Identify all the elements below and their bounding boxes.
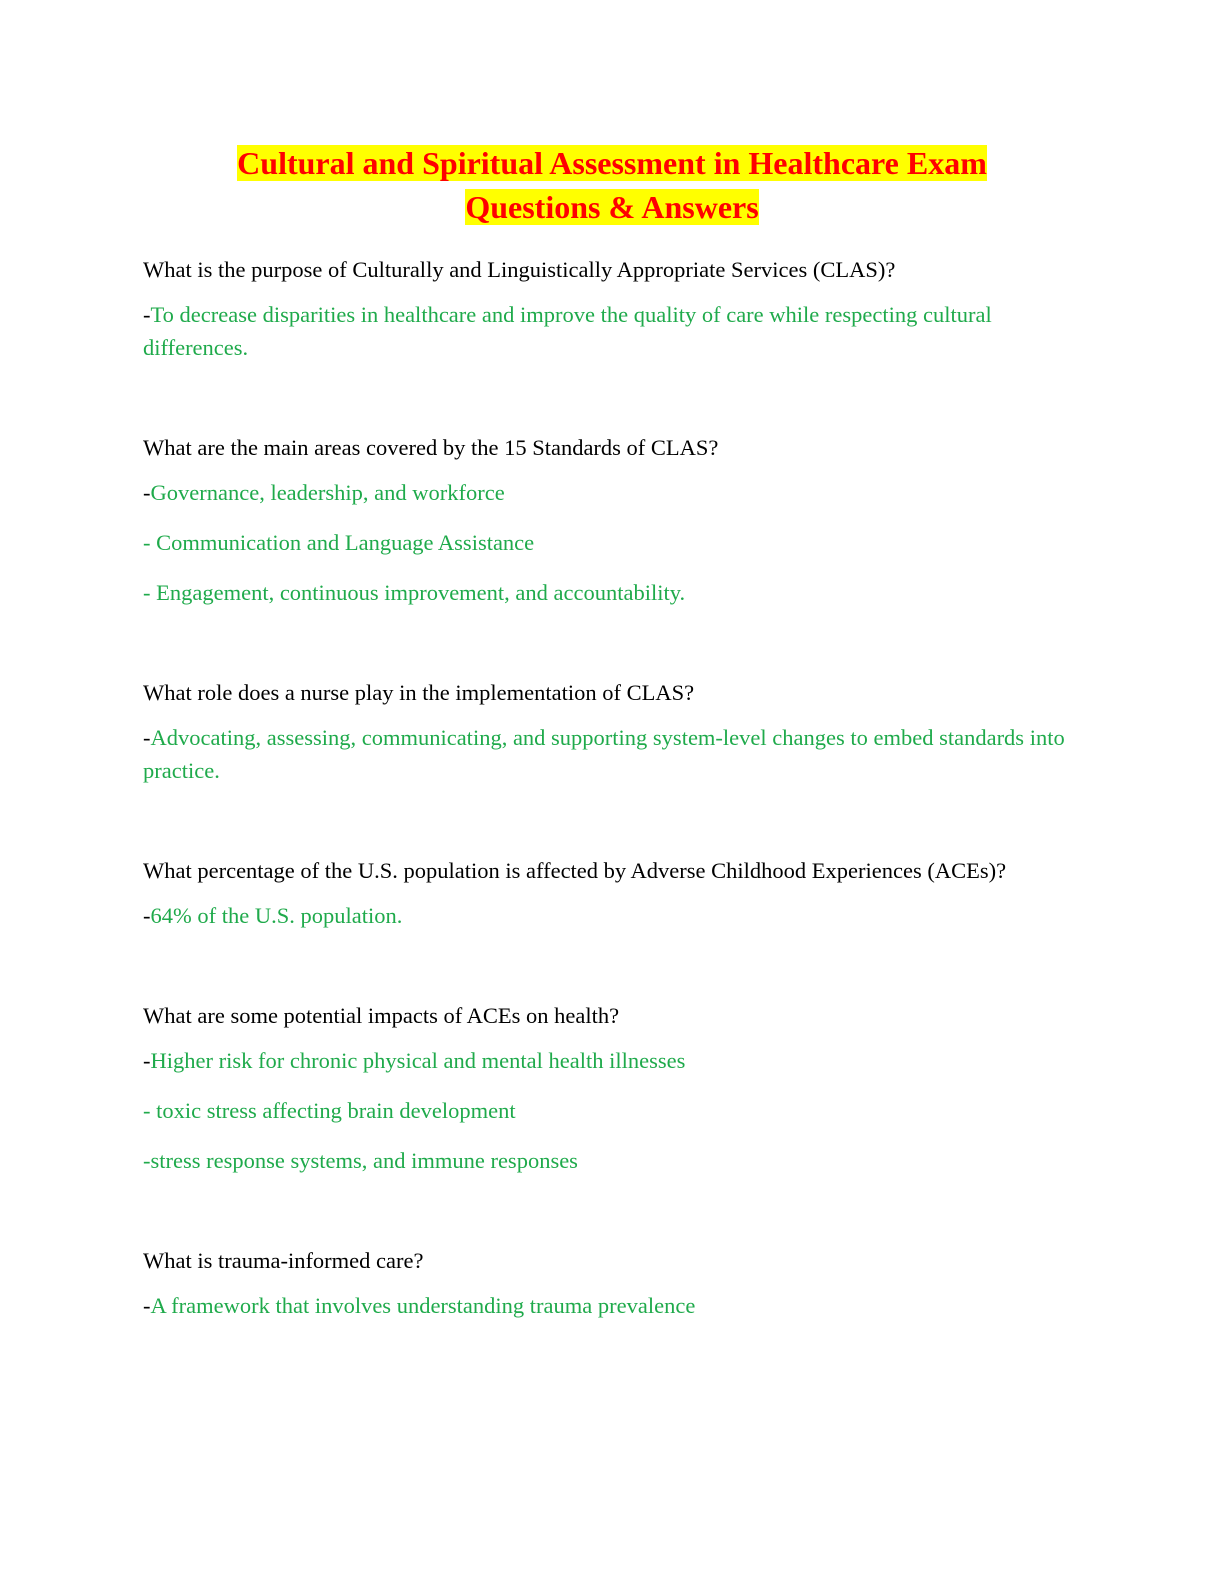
answer-prefix: - xyxy=(143,903,151,928)
answer-line xyxy=(143,1044,1073,1077)
answer-line xyxy=(143,576,1073,609)
answer-prefix: - xyxy=(143,1293,151,1318)
answer-text: Advocating, assessing, communicating, and supporting system-level changes to embed standards into practice. xyxy=(143,725,1065,783)
answer-prefix: - xyxy=(143,480,151,505)
answer-line xyxy=(143,298,1073,364)
answer-line xyxy=(143,1094,1073,1127)
qa-block xyxy=(143,1241,1073,1322)
answer-line xyxy=(143,899,1073,932)
qa-block xyxy=(143,996,1073,1177)
answer-text: To decrease disparities in healthcare and improve the quality of care while respecting cultural differences. xyxy=(143,302,992,360)
answer-line xyxy=(143,721,1073,787)
question-text: What is trauma-informed care? xyxy=(143,1248,424,1273)
answer-text: Governance, leadership, and workforce xyxy=(150,480,505,505)
qa-list xyxy=(143,250,1073,1386)
answer-prefix: - xyxy=(143,1048,151,1073)
title-line-2: Questions & Answers xyxy=(465,189,759,225)
document-title xyxy=(0,141,1224,229)
answer-text: A framework that involves understanding trauma prevalence xyxy=(150,1293,696,1318)
answer-text: 64% of the U.S. population. xyxy=(150,903,403,928)
qa-block xyxy=(143,250,1073,364)
answer-line xyxy=(143,526,1073,559)
answer-line xyxy=(143,476,1073,509)
qa-block xyxy=(143,428,1073,609)
qa-block xyxy=(143,673,1073,787)
answer-line xyxy=(143,1289,1073,1322)
answer-text: - Engagement, continuous improvement, and accountability. xyxy=(143,580,686,605)
question-text: What are the main areas covered by the 15 Standards of CLAS? xyxy=(143,435,719,460)
question-text: What are some potential impacts of ACEs on health? xyxy=(143,1003,620,1028)
qa-block xyxy=(143,851,1073,932)
question-text: What is the purpose of Culturally and Linguistically Appropriate Services (CLAS)? xyxy=(143,257,896,282)
answer-text: - Communication and Language Assistance xyxy=(143,530,535,555)
answer-prefix: - xyxy=(143,725,151,750)
answer-line xyxy=(143,1144,1073,1177)
question-text: What percentage of the U.S. population is affected by Adverse Childhood Experiences (ACEs)? xyxy=(143,858,1007,883)
answer-text: Higher risk for chronic physical and mental health illnesses xyxy=(150,1048,686,1073)
answer-text: - toxic stress affecting brain development xyxy=(143,1098,516,1123)
title-line-1: Cultural and Spiritual Assessment in Healthcare Exam xyxy=(237,145,987,181)
answer-text: -stress response systems, and immune responses xyxy=(143,1148,578,1173)
question-text: What role does a nurse play in the implementation of CLAS? xyxy=(143,680,695,705)
answer-prefix: - xyxy=(143,302,151,327)
